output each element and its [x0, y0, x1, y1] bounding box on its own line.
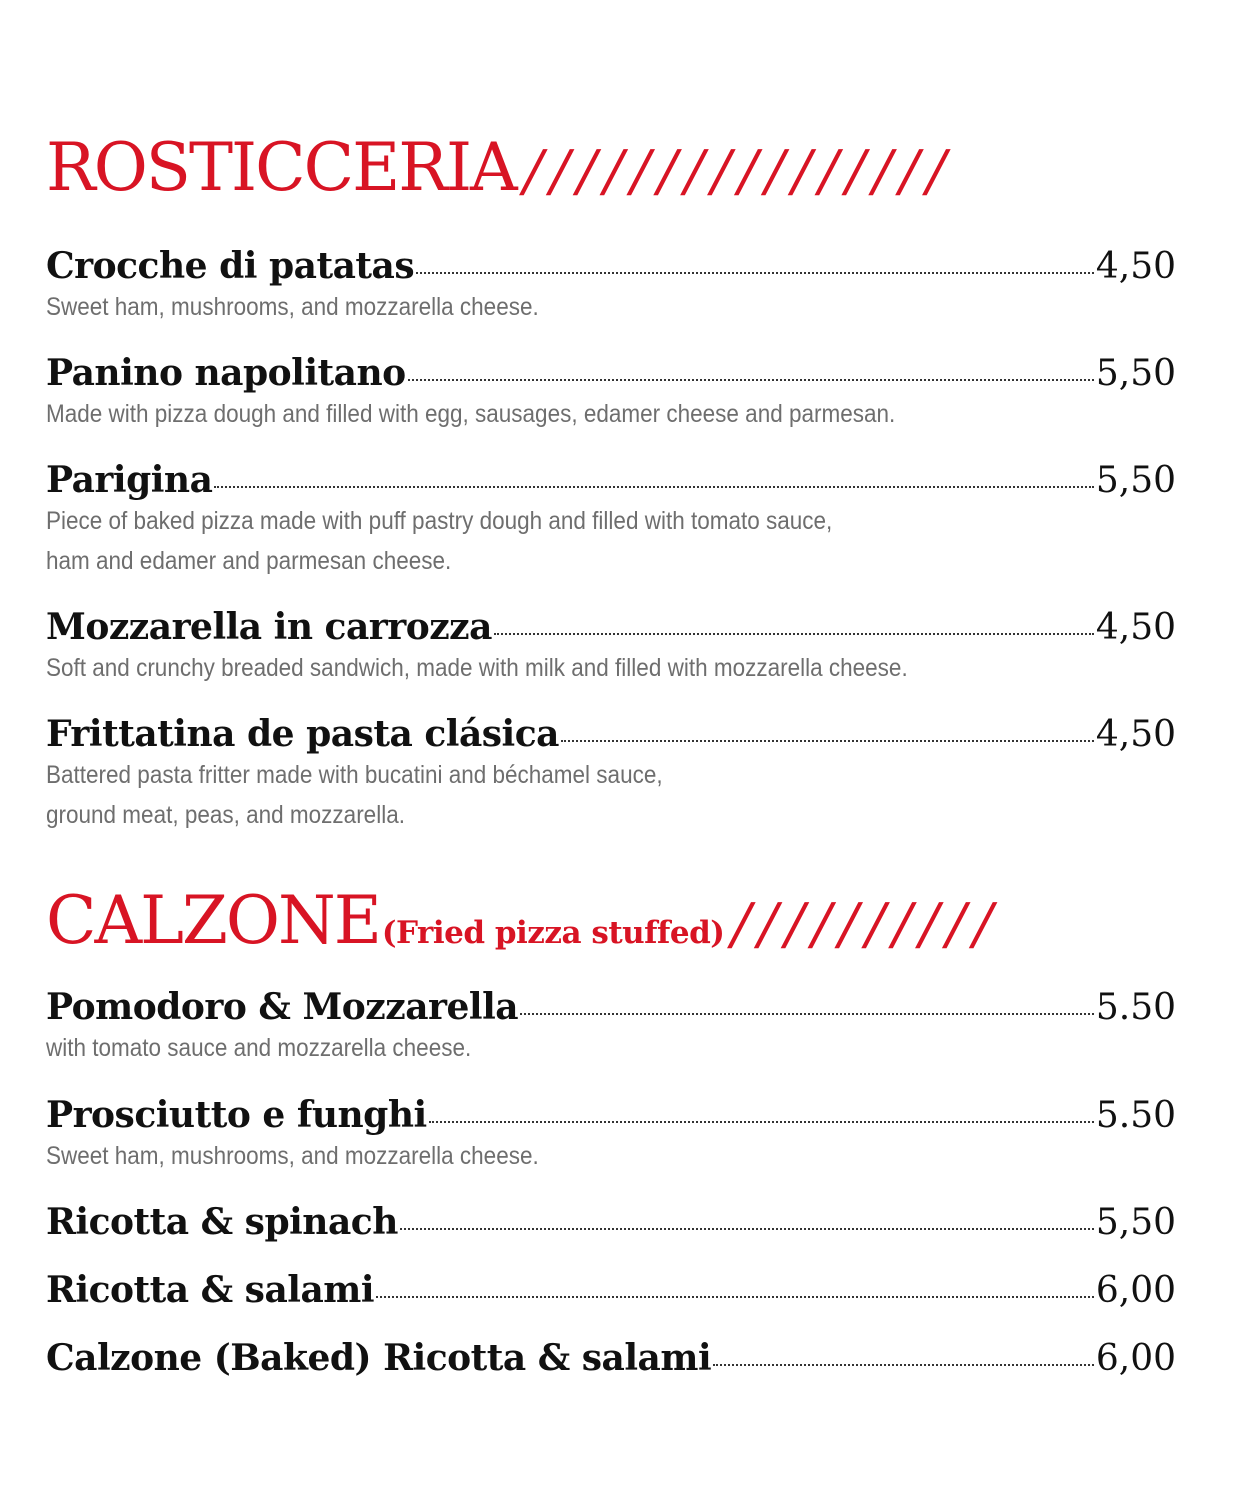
item-name: Calzone (Baked) Ricotta & salami — [46, 1337, 712, 1379]
dotted-leader — [214, 486, 1093, 488]
menu-item — [46, 1269, 1176, 1311]
section-heading: ROSTICCERIA — [46, 135, 516, 204]
menu-item — [46, 1337, 1176, 1379]
item-price: 4,50 — [1095, 607, 1176, 648]
dotted-leader — [713, 1364, 1094, 1366]
decorative-slashes: //////////////// — [516, 139, 961, 204]
section-subtitle: (Fried pizza stuffed) — [381, 915, 725, 951]
item-description: Battered pasta fritter made with bucatini and béchamel sauce, — [46, 761, 663, 789]
item-description: Soft and crunchy breaded sandwich, made with milk and filled with mozzarella cheese. — [46, 654, 908, 682]
menu-item — [46, 606, 1176, 688]
menu-item — [46, 1201, 1176, 1243]
menu-item — [46, 986, 1176, 1068]
item-name: Mozzarella in carrozza — [46, 606, 492, 648]
item-name: Crocche di patatas — [46, 245, 415, 287]
item-description: ground meat, peas, and mozzarella. — [46, 801, 405, 829]
menu-item — [46, 245, 1176, 327]
item-name: Parigina — [46, 459, 213, 501]
decorative-slashes: ////////// — [725, 892, 1009, 957]
item-description: Made with pizza dough and filled with egg, sausages, edamer cheese and parmesan. — [46, 400, 896, 428]
item-name: Ricotta & salami — [46, 1269, 375, 1311]
item-description: Piece of baked pizza made with puff pastry dough and filled with tomato sauce, — [46, 507, 833, 535]
menu-item — [46, 1094, 1176, 1176]
dotted-leader — [520, 1013, 1094, 1015]
section-title-calzone — [46, 888, 1176, 957]
dotted-leader — [408, 379, 1094, 381]
item-price: 4,50 — [1095, 246, 1176, 287]
dotted-leader — [494, 633, 1094, 635]
section-heading: CALZONE — [46, 888, 380, 957]
item-price: 5,50 — [1095, 460, 1176, 501]
item-name: Frittatina de pasta clásica — [46, 713, 559, 755]
item-description: Sweet ham, mushrooms, and mozzarella cheese. — [46, 293, 539, 321]
section-title-rosticceria — [46, 135, 1176, 204]
item-price: 6,00 — [1095, 1338, 1176, 1379]
item-name: Prosciutto e funghi — [46, 1094, 427, 1136]
item-description: with tomato sauce and mozzarella cheese. — [46, 1034, 472, 1062]
item-price: 5.50 — [1095, 1095, 1176, 1136]
item-description: ham and edamer and parmesan cheese. — [46, 547, 452, 575]
dotted-leader — [400, 1228, 1094, 1230]
dotted-leader — [416, 272, 1094, 274]
dotted-leader — [376, 1296, 1094, 1298]
dotted-leader — [561, 740, 1094, 742]
item-name: Panino napolitano — [46, 352, 406, 394]
item-price: 5.50 — [1095, 987, 1176, 1028]
menu-item — [46, 713, 1176, 835]
item-name: Ricotta & spinach — [46, 1201, 398, 1243]
item-price: 5,50 — [1095, 1202, 1176, 1243]
menu-item — [46, 352, 1176, 434]
item-price: 5,50 — [1095, 353, 1176, 394]
item-price: 6,00 — [1095, 1270, 1176, 1311]
item-price: 4,50 — [1095, 714, 1176, 755]
item-description: Sweet ham, mushrooms, and mozzarella cheese. — [46, 1142, 539, 1170]
dotted-leader — [429, 1121, 1094, 1123]
menu-item — [46, 459, 1176, 581]
item-name: Pomodoro & Mozzarella — [46, 986, 519, 1028]
